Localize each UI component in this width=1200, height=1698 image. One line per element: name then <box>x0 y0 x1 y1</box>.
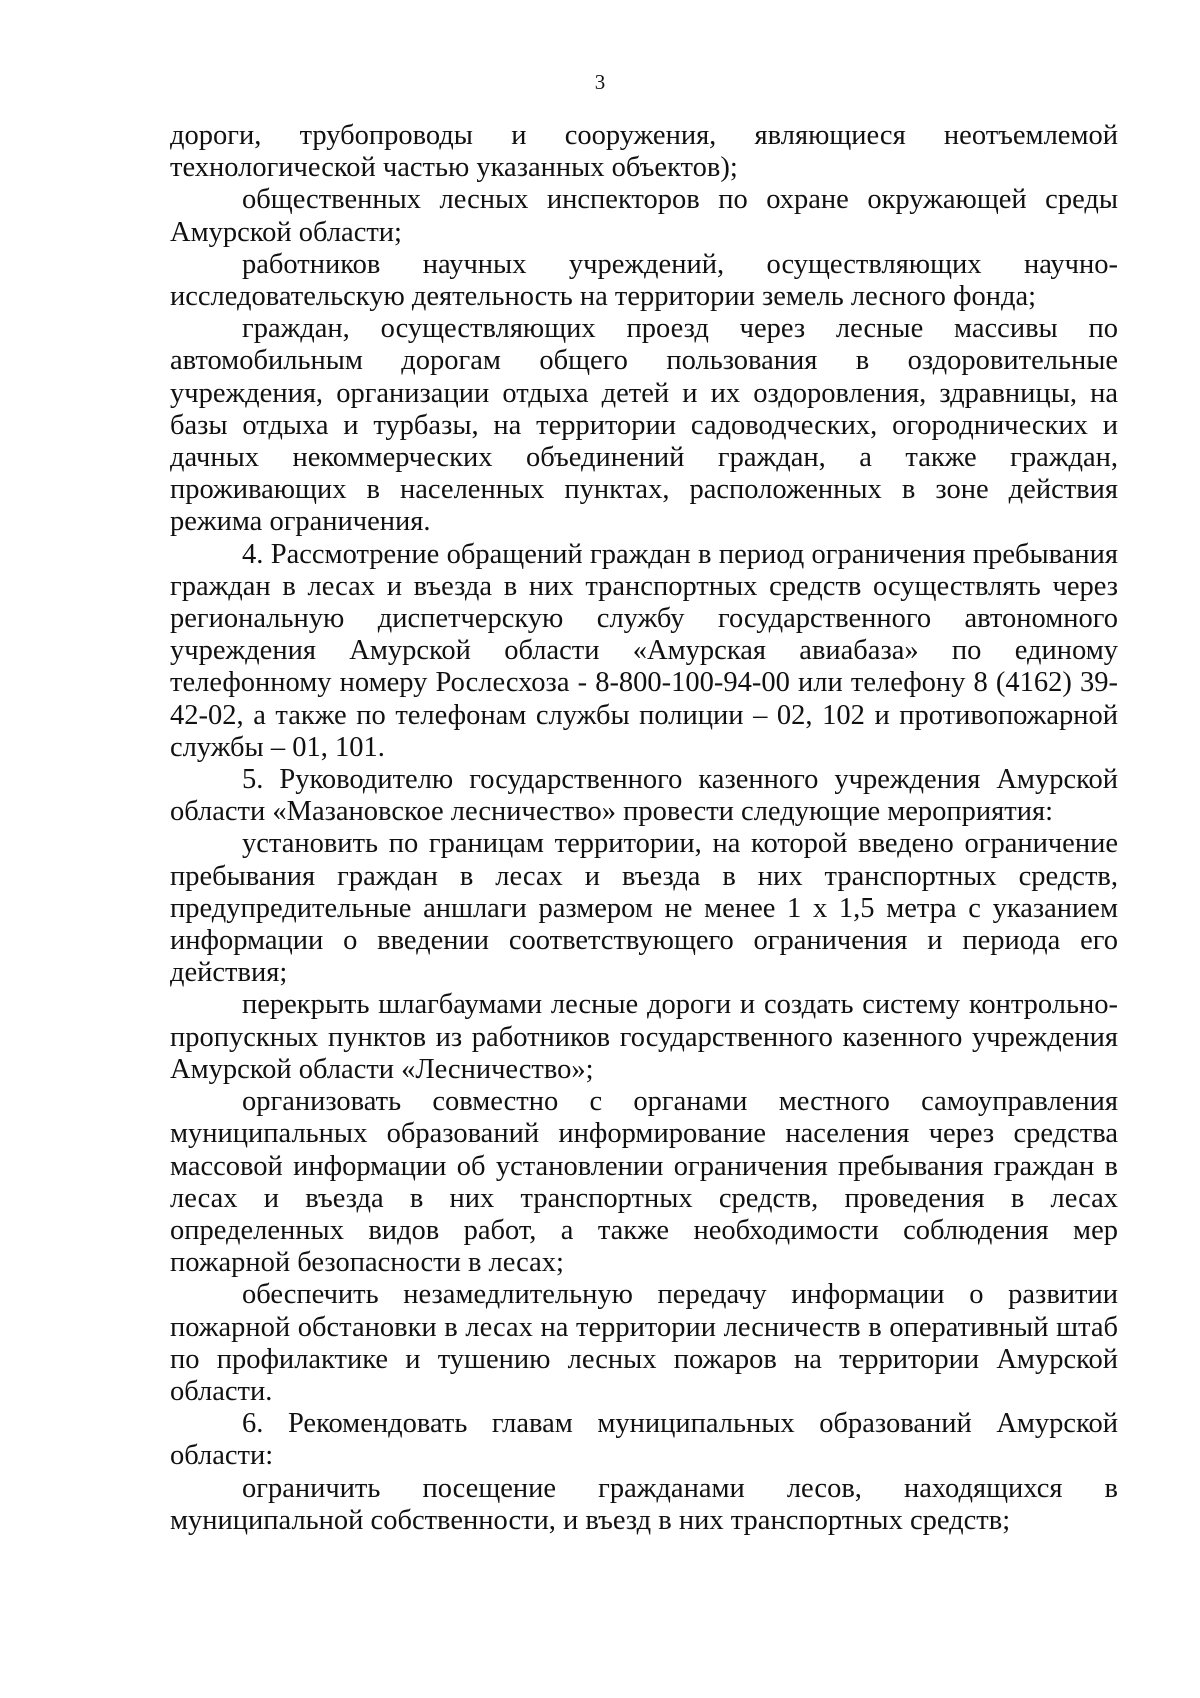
paragraph-item-5: 5. Руководителю государственного казенного учреждения Амурской области «Мазановское лесничество» провести следующие мероприятия: <box>170 764 1118 828</box>
page-number: 3 <box>594 70 606 94</box>
document-body <box>170 120 1118 1537</box>
paragraph-item-4: 4. Рассмотрение обращений граждан в период ограничения пребывания граждан в лесах и въезда в них транспортных средств осуществлять через региональную диспетчерскую службу государственного автономного учреждения Амурской области «Амурская авиабаза» по единому телефонному номеру Рослесхоза - 8-800-100-94-00 или телефону 8 (4162) 39-42-02, а также по телефонам службы полиции – 02, 102 и противопожарной службы – 01, 101. <box>170 538 1118 763</box>
paragraph-transit-citizens: граждан, осуществляющих проезд через лесные массивы по автомобильным дорогам общего пользования в оздоровительные учреждения, организации отдыха детей и их оздоровления, здравницы, на базы отдыха и турбазы, на территории садоводческих, огороднических и дачных некоммерческих объединений граждан, а также граждан, проживающих в населенных пунктах, расположенных в зоне действия режима ограничения. <box>170 313 1118 538</box>
paragraph-continuation: дороги, трубопроводы и сооружения, являющиеся неотъемлемой технологической частью указанных объектов); <box>170 120 1118 184</box>
paragraph-inform-public: организовать совместно с органами местного самоуправления муниципальных образований информирование населения через средства массовой информации об установлении ограничения пребывания граждан в лесах и въезда в них транспортных средств, проведения в лесах определенных видов работ, а также необходимости соблюдения мер пожарной безопасности в лесах; <box>170 1086 1118 1279</box>
paragraph-research-workers: работников научных учреждений, осуществляющих научно-исследовательскую деятельность на территории земель лесного фонда; <box>170 248 1118 313</box>
paragraph-report-fires: обеспечить незамедлительную передачу информации о развитии пожарной обстановки в лесах на территории лесничеств в оперативный штаб по профилактике и тушению лесных пожаров на территории Амурской области. <box>170 1279 1118 1407</box>
paragraph-item-6: 6. Рекомендовать главам муниципальных образований Амурской области: <box>170 1408 1118 1472</box>
paragraph-barriers: перекрыть шлагбаумами лесные дороги и создать систему контрольно-пропускных пунктов из работников государственного казенного учреждения Амурской области «Лесничество»; <box>170 989 1118 1085</box>
paragraph-forest-inspectors: общественных лесных инспекторов по охране окружающей среды Амурской области; <box>170 184 1118 248</box>
paragraph-restrict-visits: ограничить посещение гражданами лесов, находящихся в муниципальной собственности, и въезд в них транспортных средств; <box>170 1472 1118 1536</box>
paragraph-install-signs: установить по границам территории, на которой введено ограничение пребывания граждан в лесах и въезда в них транспортных средств, предупредительные аншлаги размером не менее 1 х 1,5 метра с указанием информации о введении соответствующего ограничения и периода его действия; <box>170 828 1118 989</box>
